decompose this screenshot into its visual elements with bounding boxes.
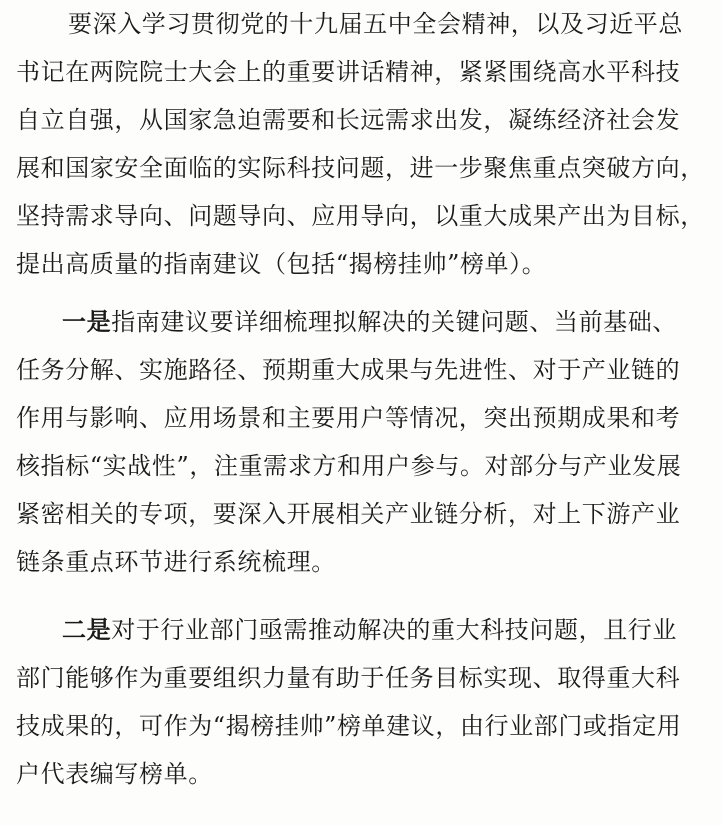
paragraph-1-line-1: 要深入学习贯彻党的十九届五中全会精神，以及习近平总 [68,10,683,38]
paragraph-3-line-4: 户代表编写榜单。 [16,760,213,788]
paragraph-3-line-1 [62,615,677,645]
paragraph-2-lead: 一是 [62,307,112,336]
paragraph-2-line-1-text: 指南建议要详细梳理拟解决的关键问题、当前基础、 [111,308,678,336]
paragraph-3-line-3: 技成果的，可作为“揭榜挂帅”榜单建议，由行业部门或指定用 [16,712,682,740]
paragraph-3-lead: 二是 [62,615,112,644]
paragraph-1-line-6: 提出高质量的指南建议（包括“揭榜挂帅”榜单）。 [16,250,547,278]
paragraph-2-line-6: 链条重点环节进行系统梳理。 [16,548,336,576]
paragraph-1-line-5: 坚持需求导向、问题导向、应用导向，以重大成果产出为目标， [16,202,705,230]
paragraph-2-line-2: 任务分解、实施路径、预期重大成果与先进性、对于产业链的 [16,356,681,384]
paragraph-1-line-2: 书记在两院院士大会上的重要讲话精神，紧紧围绕高水平科技 [16,58,681,86]
paragraph-2-line-3: 作用与影响、应用场景和主要用户等情况，突出预期成果和考 [16,404,681,432]
paragraph-3-line-1-text: 对于行业部门亟需推动解决的重大科技问题，且行业 [111,616,678,644]
paragraph-1-line-4: 展和国家安全面临的实际科技问题，进一步聚焦重点突破方向， [16,154,705,182]
paragraph-2-line-4: 核指标“实战性”，注重需求方和用户参与。对部分与产业发展 [16,452,682,480]
paragraph-2-line-1 [62,307,677,337]
paragraph-3-line-2: 部门能够作为重要组织力量有助于任务目标实现、取得重大科 [16,664,681,692]
paragraph-2-line-5: 紧密相关的专项，要深入开展相关产业链分析，对上下游产业 [16,500,681,528]
paragraph-1-line-3: 自立自强，从国家急迫需要和长远需求出发，凝练经济社会发 [16,106,681,134]
